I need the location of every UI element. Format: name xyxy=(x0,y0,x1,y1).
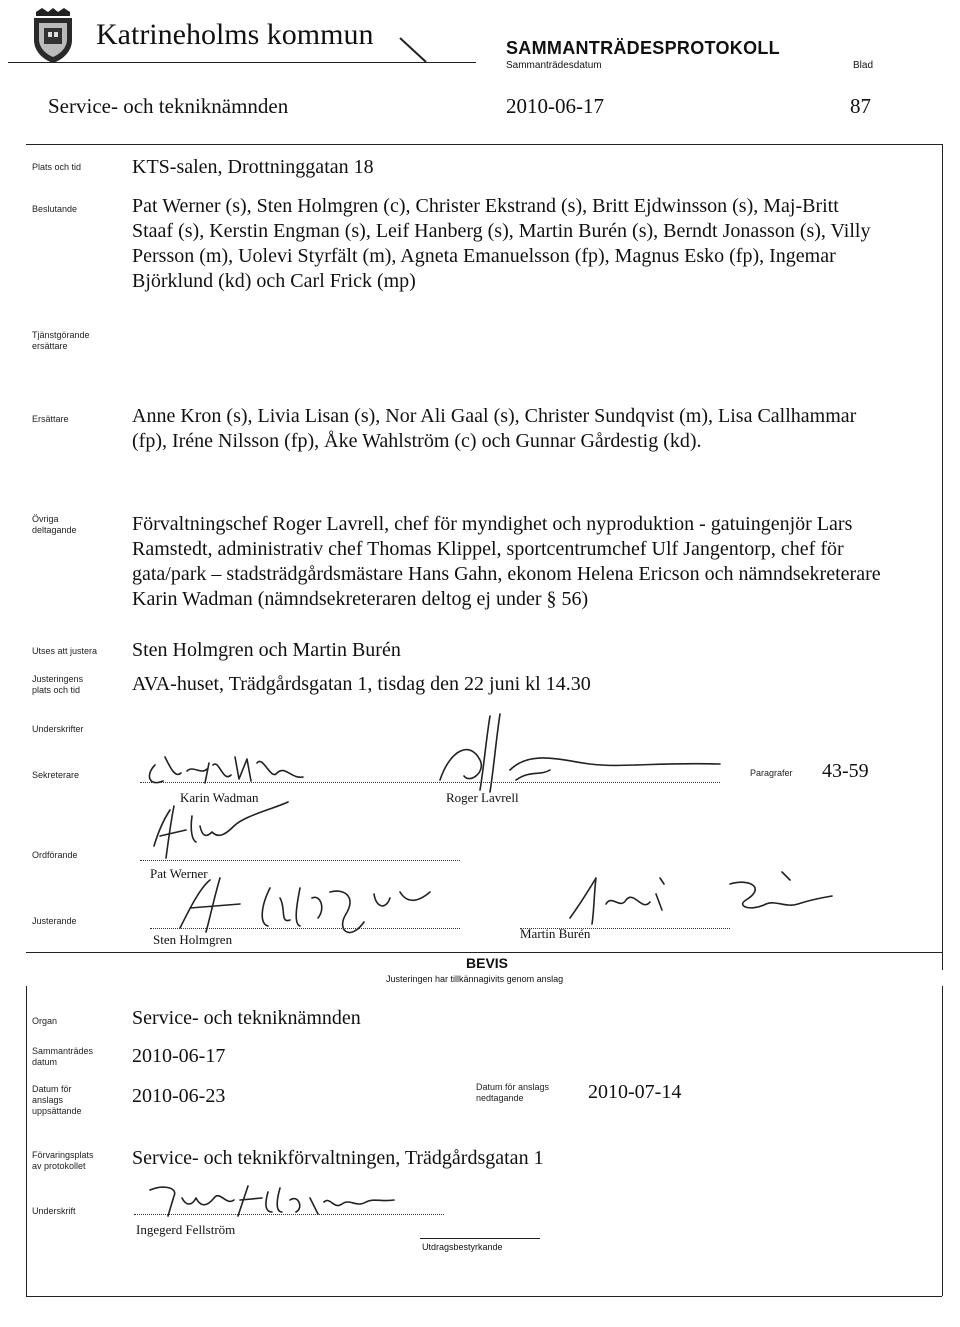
storage-value: Service- och teknikförvaltningen, Trädgårdsgatan 1 xyxy=(132,1147,544,1169)
chair-signature-image xyxy=(140,796,300,866)
substitutes-label: Ersättare xyxy=(32,414,69,424)
decision-makers-list: Pat Werner (s), Sten Holmgren (c), Christer Ekstrand (s), Britt Ejdwinsson (s), Maj-Britt Staaf (s), Kerstin Engman (s), Leif Hanberg (s), Martin Burén (s), Berndt Jonasson (s), Villy Persson (m), Uolevi Styrfält (m), Agneta Emanuelsson (fp), Magnus Esko (fp), Ingemar Björklund (kd) och Carl Frick (mp) xyxy=(132,195,871,292)
storage-label: Förvaringsplats av protokollet xyxy=(32,1150,94,1171)
certificate-top-rule xyxy=(26,952,942,953)
signatures-label: Underskrifter xyxy=(32,724,84,734)
caption-rule xyxy=(420,1238,540,1239)
protocol-title: SAMMANTRÄDESPROTOKOLL xyxy=(506,38,780,58)
municipality-name: Katrineholms kommun xyxy=(96,18,374,51)
adjuster1-name: Sten Holmgren xyxy=(153,932,233,947)
secretary-signature-image xyxy=(135,735,335,795)
page-label: Blad xyxy=(853,60,874,71)
certificate-subtitle: Justeringen har tillkännagivits genom anslag xyxy=(386,974,564,984)
adjuster-label: Justerande xyxy=(32,916,77,926)
certificate-left-rule xyxy=(26,986,27,1296)
frame-top xyxy=(26,144,942,145)
meeting-date-label: Sammanträdesdatum xyxy=(506,60,602,71)
meeting-date: 2010-06-17 xyxy=(506,94,604,118)
clerk-signature-line xyxy=(134,1214,444,1215)
organ-label: Organ xyxy=(32,1016,58,1026)
certificate-title: BEVIS xyxy=(466,955,509,971)
municipality-crest-logo xyxy=(30,6,76,64)
posted-date-label: Datum för anslags uppsättande xyxy=(32,1084,82,1116)
chair-label: Ordförande xyxy=(32,850,78,860)
second-signer-name: Roger Lavrell xyxy=(446,790,519,805)
substitutes-list: Anne Kron (s), Livia Lisan (s), Nor Ali Gaal (s), Christer Sundqvist (m), Lisa Callhammar (fp), Iréne Nilsson (fp), Åke Wahlström (c) och Gunnar Gårdestig (kd). xyxy=(132,405,857,452)
posted-date-value: 2010-06-23 xyxy=(132,1085,226,1107)
adjusters-value: Sten Holmgren och Martin Burén xyxy=(132,639,401,661)
clerk-name: Ingegerd Fellström xyxy=(136,1222,236,1237)
paragraphs-label: Paragrafer xyxy=(750,768,793,778)
second-signature-image xyxy=(420,710,740,800)
signature-label: Underskrift xyxy=(32,1206,76,1216)
certificate-bottom-rule xyxy=(26,1296,942,1297)
others-label: Övriga deltagande xyxy=(32,514,77,535)
meeting-date-cert-value: 2010-06-17 xyxy=(132,1045,226,1067)
secretary-name: Karin Wadman xyxy=(180,790,259,805)
place-value: KTS-salen, Drottninggatan 18 xyxy=(132,156,374,178)
adjusters-label: Utses att justera xyxy=(32,646,98,656)
page-number: 87 xyxy=(850,94,871,118)
others-list: Förvaltningschef Roger Lavrell, chef för myndighet och nyproduktion - gatuingenjör Lars Ramstedt, administrativ chef Thomas Klippel, sportcentrumchef Ulf Jangentorp, chef för gata/park – stadsträdgårdsmästare Hans Gahn, ekonom Helena Ericson och nämndsekreterare Karin Wadman (nämndsekreteraren deltog ej under § 56) xyxy=(132,513,881,610)
adjust-place-value: AVA-huset, Trädgårdsgatan 1, tisdag den 22 juni kl 14.30 xyxy=(132,673,591,695)
decision-makers-label: Beslutande xyxy=(32,204,78,214)
chair-name: Pat Werner xyxy=(150,866,208,881)
organ-value: Service- och tekniknämnden xyxy=(132,1007,361,1029)
adjust-place-label: Justeringens plats och tid xyxy=(32,674,84,695)
acting-substitutes-label: Tjänstgörande ersättare xyxy=(32,330,90,351)
removed-date-label: Datum för anslags nedtagande xyxy=(476,1082,550,1103)
committee-name: Service- och tekniknämnden xyxy=(48,94,289,118)
removed-date-value: 2010-07-14 xyxy=(588,1081,682,1103)
frame-right xyxy=(942,144,943,970)
adjuster1-signature-line xyxy=(150,928,460,929)
adjuster2-name: Martin Burén xyxy=(520,926,591,941)
header-slash-mark xyxy=(396,36,436,64)
place-label: Plats och tid xyxy=(32,162,82,172)
paragraphs-value: 43-59 xyxy=(822,760,869,782)
secretary-label: Sekreterare xyxy=(32,770,80,780)
meeting-date-cert-label: Sammanträdes datum xyxy=(32,1046,94,1067)
extract-certification-caption: Utdragsbestyrkande xyxy=(422,1242,503,1252)
certificate-right-rule xyxy=(942,986,943,1296)
adjuster2-signature-image xyxy=(550,864,840,934)
chair-signature-line xyxy=(140,860,460,861)
